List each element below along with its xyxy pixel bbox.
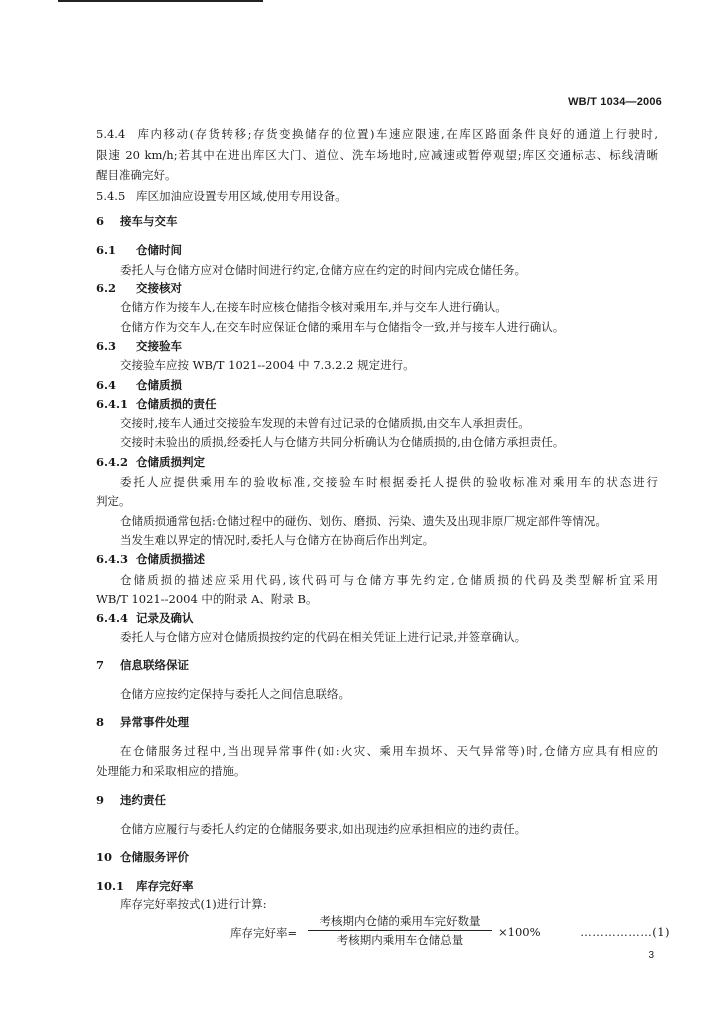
clause-6-2-para2: 仓储方作为交车人,在交车时应保证仓储的乘用车与仓储指令一致,并与接车人进行确认。 (120, 320, 565, 334)
clause-6-3-text: 交接验车应按 WB/T 1021--2004 中 7.3.2.2 规定进行。 (120, 358, 415, 372)
clause-6-4-2-heading: 6.4.2 仓储质损判定 (96, 455, 205, 469)
clause-6-3-heading: 6.3 交接验车 (96, 339, 182, 353)
clause-6-4-1-para1: 交接时,接车人通过交接验车发现的未曾有过记录的仓储质损,由交车人承担责任。 (120, 416, 530, 430)
section-9-heading: 9 违约责任 (96, 793, 166, 807)
formula-denominator: 考核期内乘用车仓储总量 (336, 933, 464, 947)
section-9-text: 仓储方应履行与委托人约定的仓储服务要求,如出现违约应承担相应的违约责任。 (120, 822, 527, 836)
section-7-heading: 7 信息联络保证 (96, 658, 189, 672)
clause-5-4-5: 5.4.5 库区加油应设置专用区域,使用专用设备。 (96, 189, 347, 203)
clause-6-2-para1: 仓储方作为接车人,在接车时应核仓储指令核对乘用车,并与交车人进行确认。 (120, 300, 507, 314)
clause-6-4-3-line1: 仓储质损的描述应采用代码,该代码可与仓储方事先约定,仓储质损的代码及类型解析宜采用 (120, 573, 658, 587)
clause-6-2-heading: 6.2 交接核对 (96, 281, 182, 295)
formula-numerator: 考核期内仓储的乘用车完好数量 (308, 913, 492, 931)
formula-factor: ×100% (498, 925, 541, 939)
clause-5-4-4-line2: 限速 20 km/h;若其中在进出库区大门、道位、洗车场地时,应减速或暂停观望;库区交通标志、标线清晰 (96, 148, 658, 162)
clause-6-4-3-heading: 6.4.3 仓储质损描述 (96, 552, 205, 566)
formula-fraction (308, 913, 492, 948)
clause-10-1-text: 库存完好率按式(1)进行计算: (120, 897, 267, 911)
section-8-line1: 在仓储服务过程中,当出现异常事件(如:火灾、乘用车损坏、天气异常等)时,仓储方应具有相应的 (120, 744, 658, 758)
standard-number: WB/T 1034—2006 (568, 96, 662, 108)
page-number: 3 (648, 950, 654, 961)
clause-6-4-4-heading: 6.4.4 记录及确认 (96, 611, 194, 625)
clause-6-4-4-text: 委托人与仓储方应对仓储质损按约定的代码在相关凭证上进行记录,并签章确认。 (120, 630, 527, 644)
clause-6-1-text: 委托人与仓储方应对仓储时间进行约定,仓储方应在约定的时间内完成仓储任务。 (120, 263, 527, 277)
clause-6-1-heading: 6.1 仓储时间 (96, 243, 182, 257)
section-8-line2: 处理能力和采取相应的措施。 (96, 764, 246, 778)
clause-6-4-2-para1-line2: 判定。 (96, 494, 131, 508)
section-8-heading: 8 异常事件处理 (96, 715, 189, 729)
clause-6-4-2-para3: 当发生难以界定的情况时,委托人与仓储方在协商后作出判定。 (120, 533, 435, 547)
clause-5-4-4-line3: 醒目准确完好。 (96, 168, 177, 182)
clause-6-4-1-para2: 交接时未验出的质损,经委托人与仓储方共同分析确认为仓储质损的,由仓储方承担责任。 (120, 435, 565, 449)
formula-number: ………………(1) (580, 925, 670, 939)
formula-1 (230, 913, 670, 953)
clause-5-4-4-line1: 5.4.4 库内移动(存货转移;存货变换储存的位置)车速应限速,在库区路面条件良好的通道上行驶时, (96, 127, 658, 141)
clause-6-4-heading: 6.4 仓储质损 (96, 378, 182, 392)
section-6-heading: 6 接车与交车 (96, 214, 178, 228)
section-10-heading: 10 仓储服务评价 (96, 850, 189, 864)
clause-10-1-heading: 10.1 库存完好率 (96, 879, 194, 893)
clause-6-4-1-heading: 6.4.1 仓储质损的责任 (96, 397, 217, 411)
top-rule (58, 0, 263, 2)
clause-6-4-2-para1-line1: 委托人应提供乘用车的验收标准,交接验车时根据委托人提供的验收标准对乘用车的状态进行 (120, 475, 658, 489)
formula-lhs: 库存完好率= (230, 926, 298, 940)
clause-6-4-3-line2: WB/T 1021--2004 中的附录 A、附录 B。 (96, 592, 318, 606)
clause-6-4-2-para2: 仓储质损通常包括:仓储过程中的碰伤、划伤、磨损、污染、遗失及出现非原厂规定部件等情况。 (120, 514, 607, 528)
section-7-text: 仓储方应按约定保持与委托人之间信息联络。 (120, 687, 350, 701)
